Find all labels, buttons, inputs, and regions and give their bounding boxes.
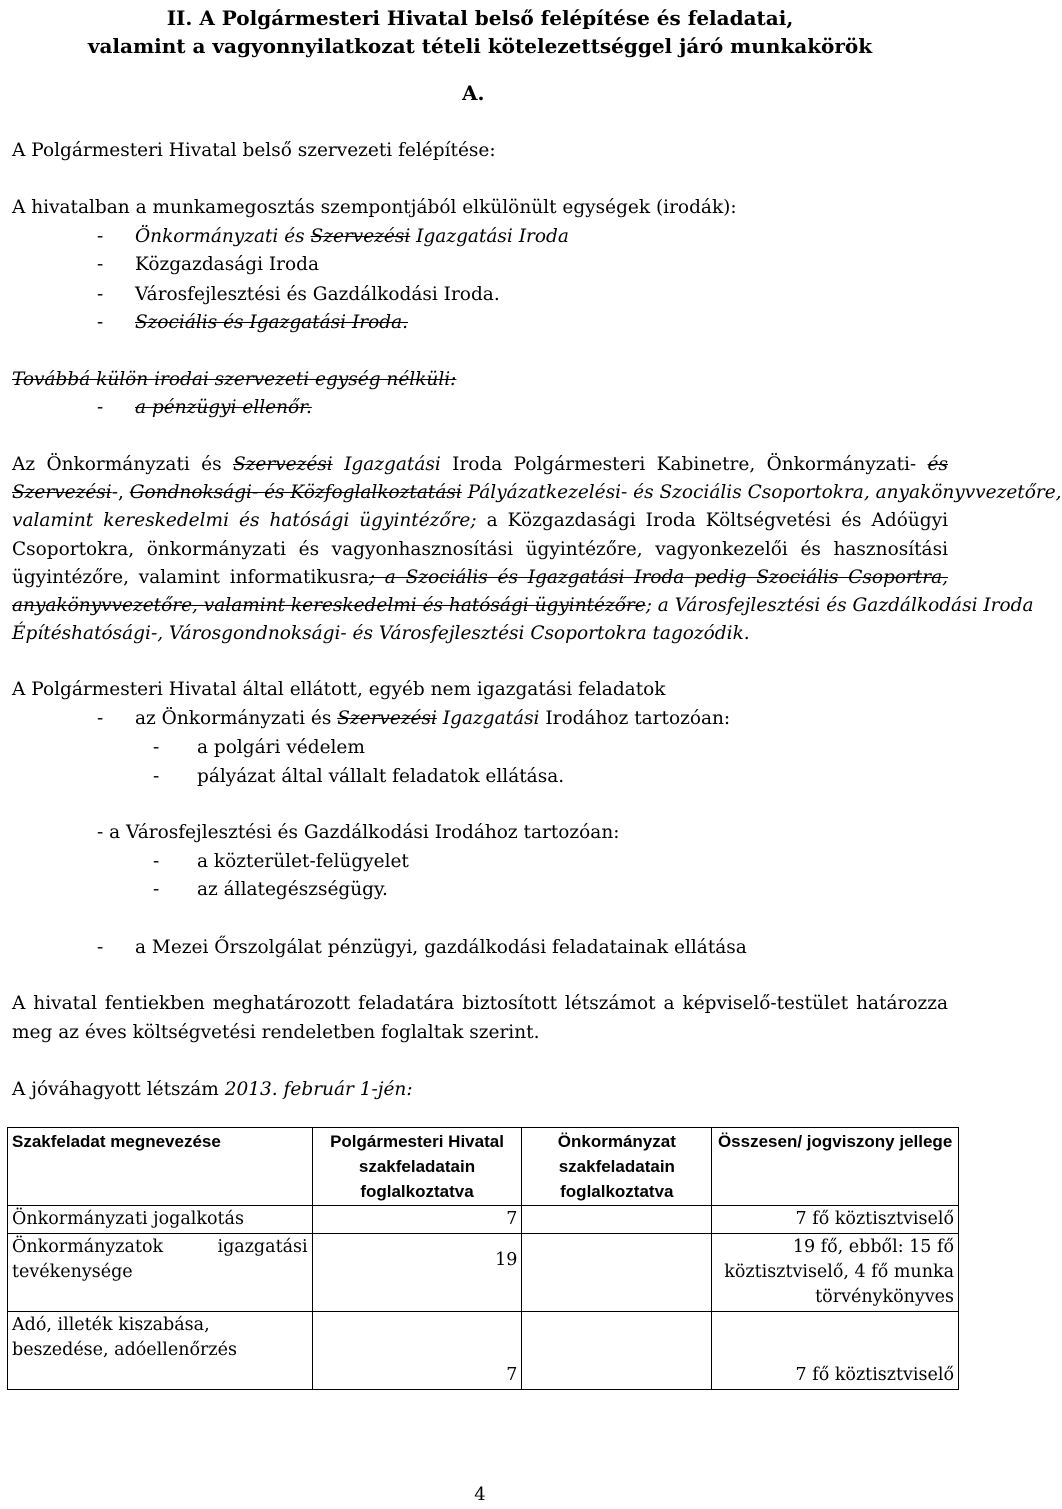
cell-office: 7: [312, 1312, 522, 1390]
task-group: - az Önkormányzati és Szervezési Igazgatási Irodához tartozóan:: [97, 708, 731, 729]
unit-item-struck: - Szociális és Igazgatási Iroda.: [97, 312, 408, 333]
table-header-row: [8, 1128, 959, 1206]
cell-task: Adó, illeték kiszabása, beszedése, adóellenőrzés: [8, 1312, 313, 1390]
task-item: - az állategészségügy.: [153, 879, 388, 900]
header-total: Összesen/ jogviszony jellege: [712, 1128, 959, 1206]
cell-municipality: [522, 1312, 712, 1390]
title-line-2: valamint a vagyonnyilatkozat tételi kötelezettséggel járó munkakörök: [87, 34, 873, 58]
task-item: - pályázat által vállalt feladatok ellátása.: [153, 766, 565, 787]
cell-task: Önkormányzati jogalkotás: [8, 1206, 313, 1234]
structure-intro: A Polgármesteri Hivatal belső szervezeti felépítése:: [12, 140, 496, 161]
headcount-table: [7, 1127, 959, 1390]
task-item: - a közterület-felügyelet: [153, 851, 409, 872]
cell-office: 19: [312, 1234, 522, 1312]
paragraph-line: Csoportokra, önkormányzati és vagyonhasznosítási ügyintézőre, vagyonkezelői és hasznosítási: [12, 539, 948, 560]
header-municipality: Önkormányzat szakfeladatain foglalkoztatva: [522, 1128, 712, 1206]
task-item: - a polgári védelem: [153, 737, 365, 758]
header-office: Polgármesteri Hivatal szakfeladatain foglalkoztatva: [312, 1128, 522, 1206]
staffing-paragraph: meg az éves költségvetési rendeletben foglaltak szerint.: [12, 1022, 540, 1043]
task-group: - a Mezei Őrszolgálat pénzügyi, gazdálkodási feladatainak ellátása: [97, 937, 747, 958]
units-intro: A hivatalban a munkamegosztás szempontjából elkülönült egységek (irodák):: [12, 197, 737, 218]
header-task: Szakfeladat megnevezése: [8, 1128, 313, 1206]
page-number: 4: [474, 1484, 486, 1505]
extra-unit-intro: Továbbá külön irodai szervezeti egység nélküli:: [12, 369, 457, 390]
cell-municipality: [522, 1206, 712, 1234]
unit-item: - Közgazdasági Iroda: [97, 254, 320, 275]
table-row: [8, 1234, 959, 1312]
cell-total: 19 fő, ebből: 15 fő köztisztviselő, 4 fő munka törvénykönyves: [712, 1234, 959, 1312]
task-group: - a Városfejlesztési és Gazdálkodási Irodához tartozóan:: [97, 822, 620, 843]
cell-municipality: [522, 1234, 712, 1312]
paragraph-line: Építéshatósági-, Városgondnoksági- és Városfejlesztési Csoportokra tagozódik.: [12, 623, 750, 644]
table-row: [8, 1312, 959, 1390]
paragraph-line: Szervezési-, Gondnoksági- és Közfoglalkoztatási Pályázatkezelési- és Szociális Csoportokra, anyakönyvvezetőre,: [12, 482, 1062, 503]
unit-item: - Önkormányzati és Szervezési Igazgatási Iroda: [97, 226, 569, 247]
staffing-paragraph: A hivatal fentiekben meghatározott feladatára biztosított létszámot a képviselő-testület határozza: [12, 993, 948, 1014]
cell-total: 7 fő köztisztviselő: [712, 1206, 959, 1234]
paragraph-line: anyakönyvvezetőre, valamint kereskedelmi és hatósági ügyintézőre; a Városfejlesztési és Gazdálkodási Iroda: [12, 595, 1034, 616]
paragraph-line: valamint kereskedelmi és hatósági ügyintézőre; a Közgazdasági Iroda Költségvetési és Adóügyi: [12, 510, 949, 531]
tasks-intro: A Polgármesteri Hivatal által ellátott, egyéb nem igazgatási feladatok: [12, 679, 666, 700]
cell-total: 7 fő köztisztviselő: [712, 1312, 959, 1390]
extra-unit-item: - a pénzügyi ellenőr.: [97, 397, 312, 418]
table-row: [8, 1206, 959, 1234]
cell-task: Önkormányzatok igazgatási tevékenysége: [8, 1234, 313, 1312]
approved-headcount: A jóváhagyott létszám 2013. február 1-jén:: [12, 1079, 413, 1100]
section-marker: A.: [462, 81, 485, 105]
cell-office: 7: [312, 1206, 522, 1234]
paragraph-line: Az Önkormányzati és Szervezési Igazgatási Iroda Polgármesteri Kabinetre, Önkormányzati- és: [12, 454, 948, 475]
title-line-1: II. A Polgármesteri Hivatal belső felépítése és feladatai,: [166, 6, 794, 30]
paragraph-line: ügyintézőre, valamint informatikusra; a Szociális és Igazgatási Iroda pedig Szociális Csoportra,: [12, 567, 948, 588]
unit-item: - Városfejlesztési és Gazdálkodási Iroda.: [97, 284, 500, 305]
